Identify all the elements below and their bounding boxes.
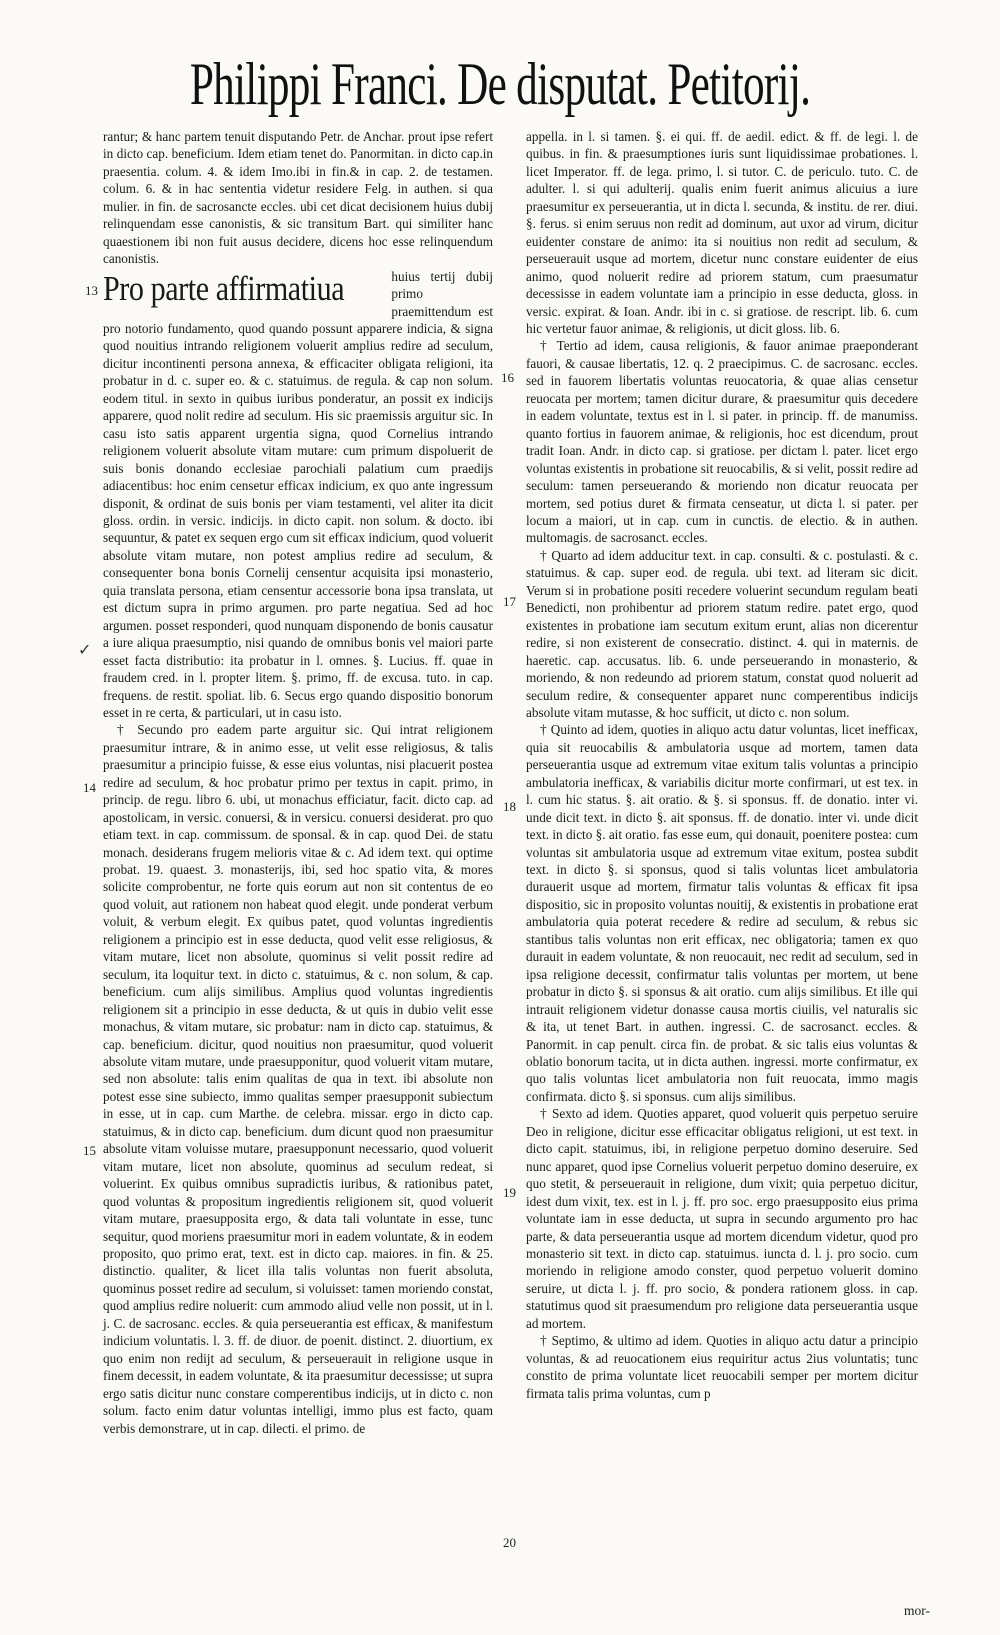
left-paragraph-2-text: huius tertij dubij primo praemittendum est pro notorio fundamento, quod quando possunt apparere indicia, & signa quod nouitius intrando religionem voluerit amplius redire ad seculum, dicitur incontinenti persona annexa, & efficaciter obligata religioni, ita probatur in d. c. super eo. & c. statuimus. de regula. & cap non solum. eodem titul. in sexto in quibus iuribus ponderatur, an possit ex indicijs apparere, quod nolit redire ad seculum. His sic praemissis arguitur sic. In casu isto satis apparent urgentia signa, quod Cornelius intrando religionem voluerit absolute vitam mutare: cum primum dispoluerit de suis bonis donando ecclesiae parochiali palatium cum praedijs adiacentibus: hoc enim censetur efficax indicium, ex quo ante ingressum disponit, & ordinat de suis bonis per viam testamenti, vel aliter ita dicit gloss. ordin. in versic. indicijs. in dicto capit. non solum. & docto. ibi sequuntur, & patet ex sequen ergo cum sit efficax indicium, quod voluerit absolute vitam mutare, non potest amplius redire ad seculum, & consequenter bona bonis Cornelij censentur acquisita ipsi monasterio, quia translata persona, etiam censentur accessorie bona ipsa translata, ut est dictum supra in primo argumen. pro parte negatiua. Sed ad hoc argumen. posset responderi, quod nunquam disponendo de bonis causatur a iure aliqua praesumptio, nisi quando de omnibus bonis vel maiori parte esset facta distributio: ita probatur in l. omnes. §. Lucius. ff. quae in fraudem cred. in l. propter litem. §. primo, ff. de excusa. tuto. in cap. frequens. de restit. spoliat. lib. 6. Secus ergo quando dispositio bonorum esset in re certa, & particulari, ut in casu isto. [103, 268, 493, 720]
margin-number-19: 19 [503, 1185, 516, 1200]
right-paragraph-4: † Quinto ad idem, quoties in aliquo actu datur voluntas, licet inefficax, quia sit reuocabilis & ambulatoria usque ad mortem, tamen data perseuerantia usque ad extremum vitae exitum talis voluntas a principio ambulatoria inefficax, & variabilis dicitur morte confirmari, ut est tex. in l. cum hic status. §. ait oratio. & §. si sponsus. ff. de donatio. inter vi. unde dicit text. in dicto §. ait sponsus. ff. de donatio. inter vi. unde dicit text. in dicto §. ait oratio. fas esse eum, qui donauit, poenitere postea: cum voluntas sit ambulatoria usque ad extremum vitae exitum, postea subdit text. in dicto §. si sponsus, quod si talis voluntas licet ambulatoria durauerit usque ad mortem, firmatur talis voluntas & efficax fit ipsa dispositio, sic in proposito voluntas nouitij, & existentis in probatione erat ambulatoria quia poterat recedere & redire ad seculum, & rebus sic stantibus talis voluntas non erit efficax, nec obligatoria; tamen ex quo durauit in eadem voluntate, & non reuocauit, nec redit ad seculum, sed in ipsa religione decessit, confirmatur talis voluntas per mortem, ut bene probatur in dicto §. si sponsus & ait oratio. cum alijs similibus. Et ille qui intrauit religionem videtur donasse causa mortis ciuilis, vel naturalis sic & ita, ut tenet Bart. in authen. ingressi. C. de sacrosanct. eccles. & Panormit. in cap penult. circa fin. de probat. & sic talis eius voluntas & oblatio bonorum tacita, ut in dicta authen. ingressi. morte confirmatur, ex quo talis voluntas licet ambulatoria non fuit reuocata, immo magis confirmata. dicto §. si sponsus. cum alijs similibus. [526, 722, 918, 1104]
left-column [103, 128, 493, 1437]
right-column [526, 128, 918, 1402]
right-paragraph-1: appella. in l. si tamen. §. ei qui. ff. de aedil. edict. & ff. de legi. l. de quibus. in fin. & praesumptiones iuris sunt liquidissimae probationes. l. licet Imperator. ff. de lega. primo, l. si tutor. C. de periculo. tuto. C. de adulter. l. si qui adulterij. qualis enim fuerit animus alicuius a iure praesumitur ex perseuerantia, ut in dicta l. secunda, & institu. de rer. diui. §. ferus. si enim seruus non redit ad dominum, aut uxor ad virum, dicitur euidenter constare de animo: ita si nouitius non redit ad seculum, & perseuerauit usque ad mortem, dicetur nunc constare euidenter de eius animo, quod noluerit redire ad priorem statum, cum praesumatur decessisse in eadem voluntate iam a principio in esse deducta, gloss. in versic. expirat. & Ioan. Andr. ibi in c. si gratiose. de rescript. lib. 6. cum hic vertetur fauor animae, & religionis, ut dicit gloss. lib. 6. [526, 129, 918, 336]
margin-number-16: 16 [501, 370, 514, 385]
margin-number-20: 20 [503, 1535, 516, 1550]
right-paragraph-3: † Quarto ad idem adducitur text. in cap. consulti. & c. postulasti. & c. statuimus. & cap. super eod. de regula. ubi text. ad literam sic dicit. Verum si in probatione positi recedere voluerint secundum regulam beati Benedicti, non prohibentur ad priorem statum redire. patet ergo, quod existentes in probatione iam secutum exitum erunt, alias non dicerentur redire, si non existerent de consecratio. distinct. 4. qui in maternis. de haeretic. cap. accusatus. lib. 6. unde perseuerando in monasterio, & moriendo, & non redeundo ad priorem statum, constat quod noluerit ad seculum redire, & consequenter apparet nunc comperentibus indicijs absolute vitam mutasse, & hoc sufficit, ut dicto c. non solum. [526, 547, 918, 720]
right-paragraph-2: † Tertio ad idem, causa religionis, & fauor animae praeponderant fauori, & causae libertatis, 12. q. 2 praecipimus. C. de sacrosanc. eccles. sed in fauorem libertatis voluntas reuocatoria, & quae alias censetur reuocata per mortem; tamen dicitur durare, & praesumitur quis decedere in eadem voluntate, textus est in l. si pater. in princip. ff. de manumiss. quanto fortius in fauorem animae, & religionis, hoc est dicendum, prout tradit Ioan. Andr. in dicto cap. si gratiose. per dictam l. pater. licet ergo voluntas existentis in probatione sit reuocabilis, & si velit, possit redire ad seculum: tamen perseuerando & moriendo non dicatur reuocata per mortem, sed potius duret & firmata censeatur, ut dicta l. si pater. per locum a maiori, ut in cap. cum in cunctis. de electio. & in authen. multomagis. de sacrosanct. eccles. [526, 338, 918, 546]
margin-number-18: 18 [503, 799, 516, 814]
margin-number-15: 15 [83, 1143, 96, 1158]
left-paragraph-3: † Secundo pro eadem parte arguitur sic. Qui intrat religionem praesumitur intrare, & in animo esse, ut velit esse religiosus, & talis praesumitur a principio fuisse, & esse eius voluntas, nisi placuerit postea redire ad seculum, & hoc probatur primo per textus in capit. primo, in princip. de regu. libro 6. ubi, ut monachus efficiatur, facit. dicto cap. ad apostolicam, in versic. conuersi, & in versicu. conuersi desiderat. pro quo etiam text. in cap. commissum. de sponsal. & in cap. quod Dei. de statu monach. desiderans frugem melioris vitae & c. Ad idem text. qui optime probat. 19. quaest. 3. monasterijs, ibi, sed hoc spatio vita, & mores solicite comprobentur, ne forte quis eorum aut non sit contentus de eo quod voluit, aut rationem non habeat quod elegit. unde ponderat verbum voluit, & verbum elegit. Ex quibus patet, quod voluntas ingredientis religionem a principio est in esse deducta, quod velit esse religiosus, & vitam mutare, licet non absolute, quominus si velit possit redire ad seculum, ita loquitur text. in dicto c. statuimus, & c. non solum, & cap. beneficium. cum alijs similibus. Amplius quod voluntas ingredientis religionem sit a principio in esse deducta, & ut quis in dubio velit esse monachus, & vitam mutare, sic probatur: nam in dicto cap. statuimus, & cap. beneficium. dicitur, quod nouitius non praesumitur, quod voluerit absolute vitam mutare, unde praesupponitur, quod voluerit vitam mutare, sed non absolute: talis enim qualitas de qua in text. ibi absolute non potest esse sine subiecto, immo qualitas semper praesupponit subiectum in esse, ut in cap. cum Marthe. de celebra. missar. ergo in dicto cap. statuimus, & in dicto cap. beneficium. dum dicunt quod non praesumitur absolute vitam voluisse mutare, praesupponunt necessario, quod voluerit vitam mutare, licet non absolute, quominus ad seculum redeat, si voluerint. Ex quibus omnibus supradictis iuribus, & rationibus patet, quod voluntas & propositum ingredientis religionem sit, quod voluerit vitam mutare, praesupposita ergo, & data tali voluntate in esse, tunc sequitur, quod moriens praesumitur mori in eadem voluntate, & in eodem proposito, quo primo erat, text. est in dicto cap. maiores. in fin. & 25. distinctio. qualiter, & licet illa talis voluntas non fuerit absoluta, quominus posset redire ad seculum, si voluisset: tamen moriendo constat, quod amplius redire noluerit: cum ammodo aliud velle non possit, ut in l. j. C. de sacrosanc. eccles. & quia perseuerantia est efficax, & manifestum indicium voluntatis. l. 3. ff. de diuor. de poenit. distinct. 2. diuortium, ex quo enim non redijt ad seculum, & perseuerauit in religione usque in finem decessit, in eadem voluntate, & ita praesumitur decessisse; ut supra ergo satis dicitur nunc constare comperentibus indicijs, ut in dicto c. non solum. facto enim datur voluntas intelligi, immo plus est facto, quam verbis demonstrare, ut in cap. dilecti. el primo. de [103, 722, 493, 1436]
margin-number-14: 14 [83, 780, 96, 795]
margin-flourish: ✓ [78, 642, 92, 659]
margin-number-17: 17 [503, 594, 516, 609]
right-paragraph-5: † Sexto ad idem. Quoties apparet, quod voluerit quis perpetuo seruire Deo in religione, dicitur esse efficacitar obligatus religioni, ut est text. in dicto capit. statuimus, ibi, in religione perpetuo domino deseruire. Sed nunc apparet, quod ipse Cornelius voluerit perpetuo domino deseruire, ex quo stetit, & perseuerauit in religione, dum vixit; quia perpetuo dicitur, idest dum vixit, tex. est in l. j. ff. pro soc. ergo praesupposito eius prima voluntate iam in esse deducta, ut supra in secundo argumento pro hac parte, & data perseuerantia usque ad mortem dicendum videtur, quod pro monasterio sit text. in dicto cap. statuimus. iuncta d. l. j. pro socio. cum moriendo in religione amodo conster, quod perpetuo voluerit domino seruire, ut dicta l. j. ff. pro socio, & pondera rationem gloss. in cap. statutimus quod sit praesumendum pro religione data perseuerantia usque ad mortem. [526, 1106, 918, 1331]
left-paragraph-1: rantur; & hanc partem tenuit disputando Petr. de Anchar. prout ipse refert in dicto cap. beneficium. Idem etiam tenet do. Panormitan. in dicto cap.in praesentia. colum. 4. & idem Imo.ibi in fin.& in cap. 2. de testamen. colum. 6. & in hac sententia videtur residere Felg. in authen. si qua mulier. in fin. de sacrosancte eccles. ubi cet dicat decisionem huius dubij relinquendam esse canonistis, & sic transitum Bart. qui similiter hanc quaestionem ibi non fuit ausus decidere, dicens hoc esse relinquendum canonistis. [103, 129, 493, 267]
right-paragraph-6: † Septimo, & ultimo ad idem. Quoties in aliquo actu datur a principio voluntas, & ad reuocationem eius requiritur actus 2ius voluntatis; tunc constito de prima voluntate licet reuocabili semper per mortem dicitur firmata talis prima voluntas, cum p [526, 1333, 918, 1401]
margin-number-13: 13 [85, 283, 98, 298]
catchword: mor- [904, 1603, 930, 1618]
section-lead-heading: Pro parte affirmatiua [103, 268, 345, 308]
left-paragraph-2 [103, 268, 493, 722]
running-head-title: Philippi Franci. De disputat. Petitorij. [189, 51, 811, 117]
